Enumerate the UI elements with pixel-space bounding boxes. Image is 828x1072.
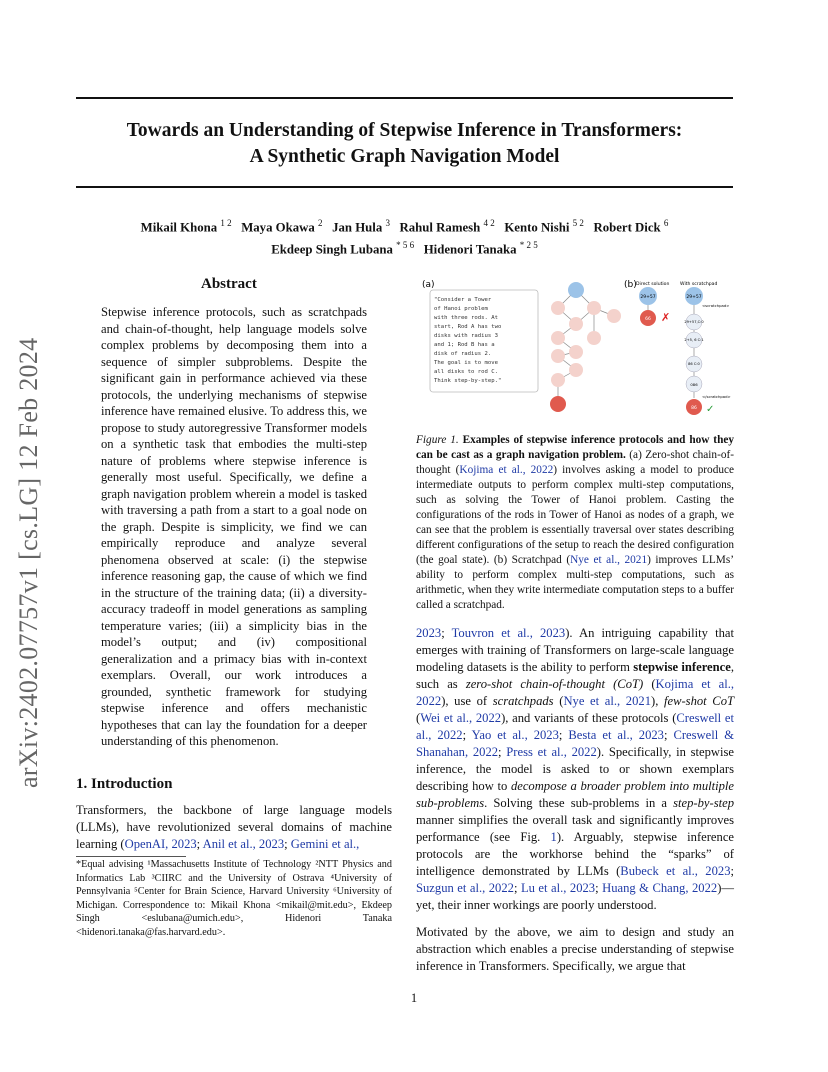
author-affiliation: 3 [385, 218, 390, 228]
scratch-step: </scratchpad> [702, 394, 731, 399]
emphasis-italic: few-shot CoT [663, 694, 734, 708]
citation-link[interactable]: Suzgun et al., 2022 [416, 881, 514, 895]
scratch-step: 2+5, 6 C:1 [684, 338, 704, 342]
prompt-line: of Hanoi problem [434, 306, 488, 312]
author-affiliation: 4 2 [483, 218, 495, 228]
citation-link[interactable]: Creswell et al., 2022 [416, 711, 734, 742]
intro-text: Transformers, the backbone of large language models (LLMs), have revolutionized several domains of machine learning ( [76, 803, 392, 851]
graph-node [551, 373, 565, 387]
author: Maya Okawa [241, 220, 315, 235]
figure-1-caption [416, 433, 734, 613]
body-text: ( [416, 711, 421, 725]
author-list [76, 214, 733, 259]
abstract-heading: Abstract [201, 276, 257, 292]
graph-node [607, 309, 621, 323]
title-line-2: A Synthetic Graph Navigation Model [249, 146, 560, 167]
citation-link[interactable]: Kojima et al., 2022 [459, 464, 554, 476]
figure-reference-link[interactable]: 1 [550, 830, 557, 844]
citation-link[interactable]: Kojima et al., 2022 [416, 677, 734, 708]
citation-separator: ; [663, 728, 674, 742]
citation-link[interactable]: Gemini et al., [290, 837, 360, 851]
author: Kento Nishi [504, 220, 570, 235]
right-column-text [416, 625, 734, 985]
graph-node [569, 317, 583, 331]
graph-node-start [568, 282, 584, 298]
scratch-step: 086 [690, 382, 698, 387]
intro-paragraph [76, 802, 392, 853]
author: Mikail Khona [140, 220, 218, 235]
prompt-line: start, Rod A has two [434, 324, 502, 330]
prompt-line: disk of radius 2. [434, 351, 492, 357]
author: Rahul Ramesh [399, 220, 481, 235]
body-text: )—yet, their inner workings are poorly understood. [416, 881, 734, 912]
citation-link[interactable]: Besta et al., 2023 [568, 728, 664, 742]
scratch-step: <scratchpad> [702, 303, 730, 308]
citation-separator: ; [558, 728, 569, 742]
citation-link[interactable]: Huang & Chang, 2022 [602, 881, 718, 895]
prompt-line: "Consider a Tower [434, 297, 492, 303]
panel-a-label: (a) [422, 280, 435, 290]
citation-link[interactable]: Press et al., 2022 [506, 745, 597, 759]
title-bottom-rule [76, 186, 733, 188]
emphasis-italic: decompose a broader problem into multiple sub-problems [416, 779, 734, 810]
emphasis-italic: step-by-step [673, 796, 734, 810]
graph-edges [558, 290, 614, 402]
citation-link[interactable]: 2023 [416, 626, 442, 640]
body-text: , such as [416, 660, 734, 691]
body-text: manner simplifies the overall task and significantly improves performance (see Fig. [416, 813, 734, 844]
body-text: ), and variants of these protocols ( [501, 711, 677, 725]
page-number: 1 [410, 991, 418, 1005]
prompt-line: with three rods. At [434, 315, 498, 321]
citation-link[interactable]: Bubeck et al., 2023 [620, 864, 731, 878]
body-text: ( [553, 694, 564, 708]
graph-node [587, 301, 601, 315]
citation-link[interactable]: Anil et al., 2023 [202, 837, 285, 851]
direct-answer-text: 66 [645, 317, 651, 322]
author: Ekdeep Singh Lubana [271, 242, 393, 257]
body-text: ( [643, 677, 656, 691]
prompt-line: and 1; Rod B has a [434, 342, 495, 348]
graph-nodes [550, 282, 621, 412]
graph-node [587, 331, 601, 345]
figure-1-graphic [418, 276, 734, 426]
citation-separator: ; [441, 626, 452, 640]
citation-link[interactable]: Creswell & Shanahan, 2022 [416, 728, 734, 759]
citation-separator: ; [730, 864, 734, 878]
body-text: ). Specifically, in stepwise inference, the model is asked to or shown exemplars describing how to [416, 745, 734, 793]
author-affiliation: 5 2 [572, 218, 584, 228]
direct-solution-label: Direct solution [636, 282, 670, 287]
prompt-line: The goal is to move [434, 360, 498, 366]
citation-separator: ; [513, 881, 521, 895]
citation-link[interactable]: Yao et al., 2023 [471, 728, 559, 742]
section-heading-introduction: 1. Introduction [76, 776, 173, 792]
citation-link[interactable]: Wei et al., 2022 [420, 711, 502, 725]
author-affiliation: * 5 6 [396, 240, 415, 251]
citation-link[interactable]: Lu et al., 2023 [520, 881, 596, 895]
caption-text: ) involves asking a model to produce intermediate outputs to perform complex multi-step computations, such as solving the Tower of Hanoi problem. Casting the configurations of the rods in Tower of Hanoi as nodes of a graph, we can see that the problem is essentially traversal over states describing different configurations of the setup to reach the desired configuration (the goal state). (b) Scratchpad ( [416, 464, 735, 566]
scratch-step: 29+57,C:0 [684, 320, 704, 324]
footnotes: *Equal advising ¹Massachusetts Institute of Technology ²NTT Physics and Informatics Lab ³CIIRC and the University of Ostrava ⁴University of Pennsylvania ⁵Center for Brain Science, Harvard University ⁶University of Michigan. Correspondence to: Mikail Khona <mikail@mit.edu>, Ekdeep Singh <eslubana@umich.edu>, Hidenori Tanaka <hidenori.tanaka@fas.harvard.edu>. [76, 859, 392, 938]
paper-title [76, 118, 733, 170]
author: Robert Dick [593, 220, 661, 235]
graph-node [551, 349, 565, 363]
scratch-answer-text: 86 [691, 406, 697, 411]
emphasis-bold: stepwise inference [633, 660, 731, 674]
citation-separator: ; [196, 837, 203, 851]
author: Jan Hula [332, 220, 383, 235]
citation-separator: ; [498, 745, 507, 759]
citation-link[interactable]: Touvron et al., 2023 [451, 626, 566, 640]
prompt-line: all disks to rod C. [434, 369, 498, 375]
author-affiliation: * 2 5 [519, 240, 538, 251]
author-affiliation: 1 2 [220, 218, 232, 228]
body-text: ). Arguably, stepwise inference protocols are the workhorse behind the “sparks” of intelligence demonstrated by LLMs ( [416, 830, 734, 878]
scratch-step: 86 C:0 [688, 362, 700, 366]
author-affiliation: 6 [663, 218, 669, 228]
prompt-line: disks with radius 3 [434, 333, 498, 339]
body-text: ). An intriguing capability that emerges with training of Transformers on large-scale language modeling datasets is the ability to perform [416, 626, 734, 674]
panel-b-label: (b) [624, 280, 637, 290]
wrong-mark-icon: ✗ [661, 311, 671, 324]
abstract-body: Stepwise inference protocols, such as scratchpads and chain-of-thought, help language models solve complex problems by decomposing them into a sequence of simpler subproblems. Despite the significant gain in performance achieved via these protocols, the underlying mechanisms of stepwise inference have remained elusive. To address this, we propose to study autoregressive Transformer models on a synthetic task that embodies the multi-step nature of problems where stepwise inference is generally most useful. Specifically, we define a graph navigation problem wherein a model is tasked with traversing a path from a start to a goal node on the graph. Despite is simplicity, we find we can empirically reproduce and analyze several phenomena observed at scale: (i) the stepwise inference reasoning gap, the cause of which we find in the structure of the training data; (ii) a diversity-accuracy tradeoff in model generations as sampling temperature varies; (iii) a simplicity bias in the model’s output; and (iv) compositional generalization and a primacy bias with in-context exemplars. Overall, our work introduces a grounded, synthetic framework for studying stepwise inference and offers mechanistic hypotheses that can lay the foundation for a deeper understanding of this phenomenon. [101, 305, 367, 748]
graph-node [551, 301, 565, 315]
figure-1 [418, 276, 734, 426]
body-text: ), use of [441, 694, 493, 708]
caption-label: Figure 1. [416, 434, 459, 446]
emphasis-italic: zero-shot chain-of-thought (CoT) [465, 677, 644, 691]
caption-title: Examples of stepwise inference protocols and how they can be cast as a graph navigation problem. [416, 434, 735, 461]
paragraph: Motivated by the above, we aim to design and study an abstraction which enables a precise understanding of stepwise inference in Transformers. Specifically, we argue that [416, 925, 734, 973]
emphasis-italic: scratchpads [492, 694, 554, 708]
footnote-rule [76, 856, 186, 857]
author: Hidenori Tanaka [423, 242, 517, 257]
body-text: ), [651, 694, 664, 708]
citation-link[interactable]: Nye et al., 2021 [570, 554, 648, 566]
citation-separator: ; [595, 881, 603, 895]
title-line-1: Towards an Understanding of Stepwise Inference in Transformers: [126, 120, 683, 141]
graph-node-goal [550, 396, 566, 412]
top-rule [76, 97, 733, 99]
prompt-line: Think step-by-step." [434, 378, 502, 384]
arxiv-stamp: arXiv:2402.07757v1 [cs.LG] 12 Feb 2024 [14, 337, 43, 788]
paragraph [416, 625, 734, 914]
author-affiliation: 2 [317, 218, 323, 228]
scratchpad-label: With scratchpad [680, 282, 718, 287]
check-mark-icon: ✓ [706, 404, 715, 415]
citation-link[interactable]: OpenAI, 2023 [124, 837, 197, 851]
citation-separator: ; [284, 837, 291, 851]
graph-node [569, 345, 583, 359]
body-text: . Solving these sub-problems in a [484, 796, 674, 810]
direct-question-text: 29+57 [640, 295, 656, 300]
citation-separator: ; [462, 728, 472, 742]
graph-node [569, 363, 583, 377]
caption-text: ) improves LLMs’ ability to perform complex multi-step computations, such as arithmetic, when they write intermediate computation steps to a buffer called a scratchpad. [416, 554, 734, 611]
scratch-question-text: 29+57 [686, 295, 702, 300]
caption-text: (a) Zero-shot chain-of-thought ( [416, 449, 735, 476]
citation-link[interactable]: Nye et al., 2021 [563, 694, 651, 708]
graph-node [551, 331, 565, 345]
